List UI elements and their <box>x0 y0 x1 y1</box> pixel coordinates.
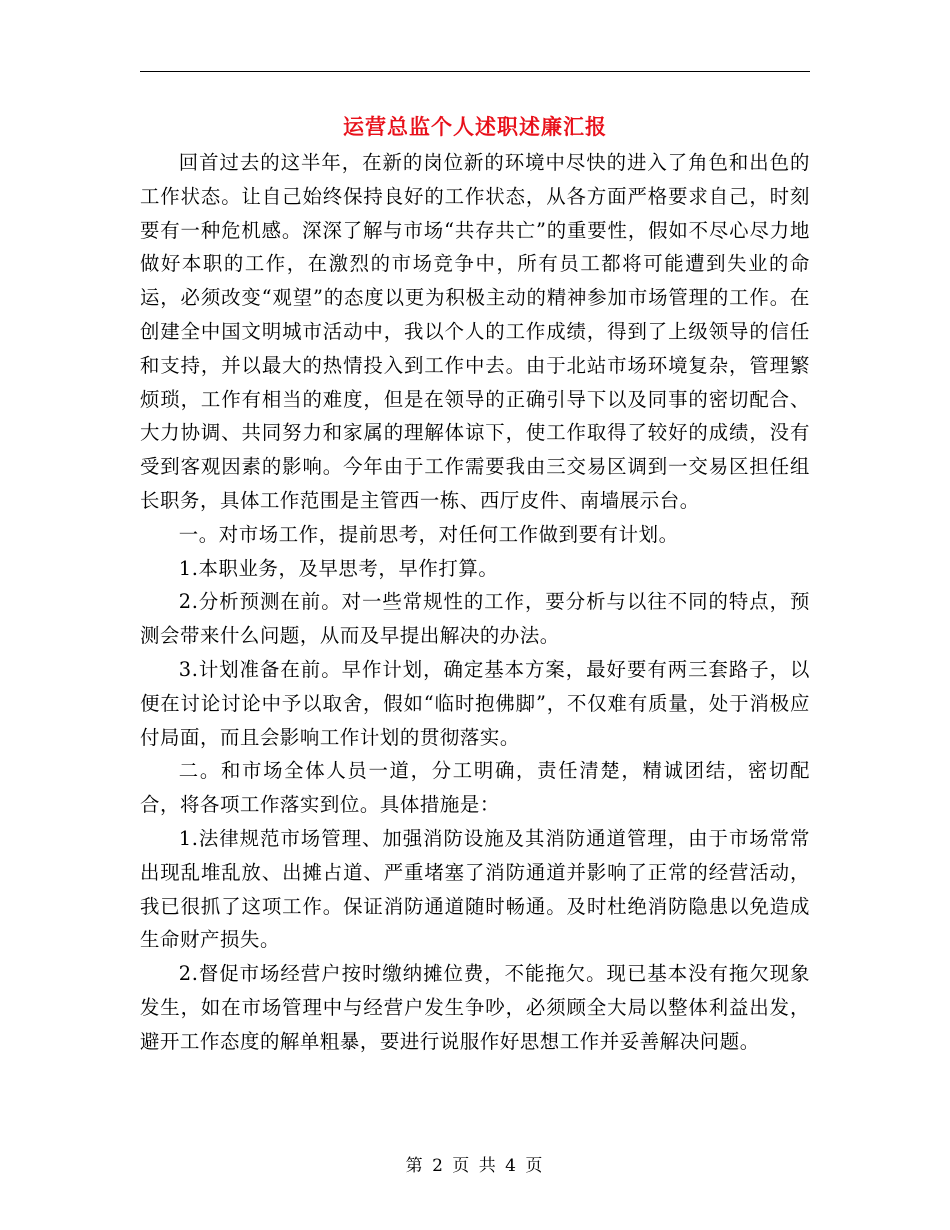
paragraph: 1.法律规范市场管理、加强消防设施及其消防通道管理，由于市场常常出现乱堆乱放、出摊占道、严重堵塞了消防通道并影响了正常的经营活动，我已很抓了这项工作。保证消防通道随时畅通。及时杜绝消防隐患以免造成生命财产损失。 <box>140 826 810 952</box>
paragraph: 二。和市场全体人员一道，分工明确，责任清楚，精诚团结，密切配合，将各项工作落实到位。具体措施是： <box>140 759 810 817</box>
header-rule <box>140 71 810 72</box>
paragraph: 一。对市场工作，提前思考，对任何工作做到要有计划。 <box>178 522 679 546</box>
paragraph: 1.本职业务，及早思考，早作打算。 <box>178 556 499 580</box>
paragraph: 3.计划准备在前。早作计划，确定基本方案，最好要有两三套路子，以便在讨论讨论中予以取舍，假如“临时抱佛脚”，不仅难有质量，处于消极应付局面，而且会影响工作计划的贯彻落实。 <box>140 657 810 749</box>
paragraph: 2.分析预测在前。对一些常规性的工作，要分析与以往不同的特点，预测会带来什么问题，从而及早提出解决的办法。 <box>140 590 810 648</box>
paragraph: 2.督促市场经营户按时缴纳摊位费，不能拖欠。现已基本没有拖欠现象发生，如在市场管理中与经营户发生争吵，必须顾全大局以整体利益出发，避开工作态度的解单粗暴，要进行说服作好思想工作并妥善解决问题。 <box>140 962 810 1053</box>
document-title: 运营总监个人述职述廉汇报 <box>343 114 607 139</box>
document-body <box>140 146 810 1059</box>
paragraph: 回首过去的这半年，在新的岗位新的环境中尽快的进入了角色和出色的工作状态。让自己始终保持良好的工作状态，从各方面严格要求自己，时刻要有一种危机感。深深了解与市场“共存共亡”的重要性，假如不尽心尽力地做好本职的工作，在激烈的市场竞争中，所有员工都将可能遭到失业的命运，必须改变“观望”的态度以更为积极主动的精神参加市场管理的工作。在创建全中国文明城市活动中，我以个人的工作成绩，得到了上级领导的信任和支持，并以最大的热情投入到工作中去。由于北站市场环境复杂，管理繁烦琐，工作有相当的难度，但是在领导的正确引导下以及同事的密切配合、大力协调、共同努力和家属的理解体谅下，使工作取得了较好的成绩，没有受到客观因素的影响。今年由于工作需要我由三交易区调到一交易区担任组长职务，具体工作范围是主管西一栋、西厅皮件、南墙展示台。 <box>140 151 810 512</box>
page-number-footer: 第 2 页 共 4 页 <box>405 1156 545 1176</box>
